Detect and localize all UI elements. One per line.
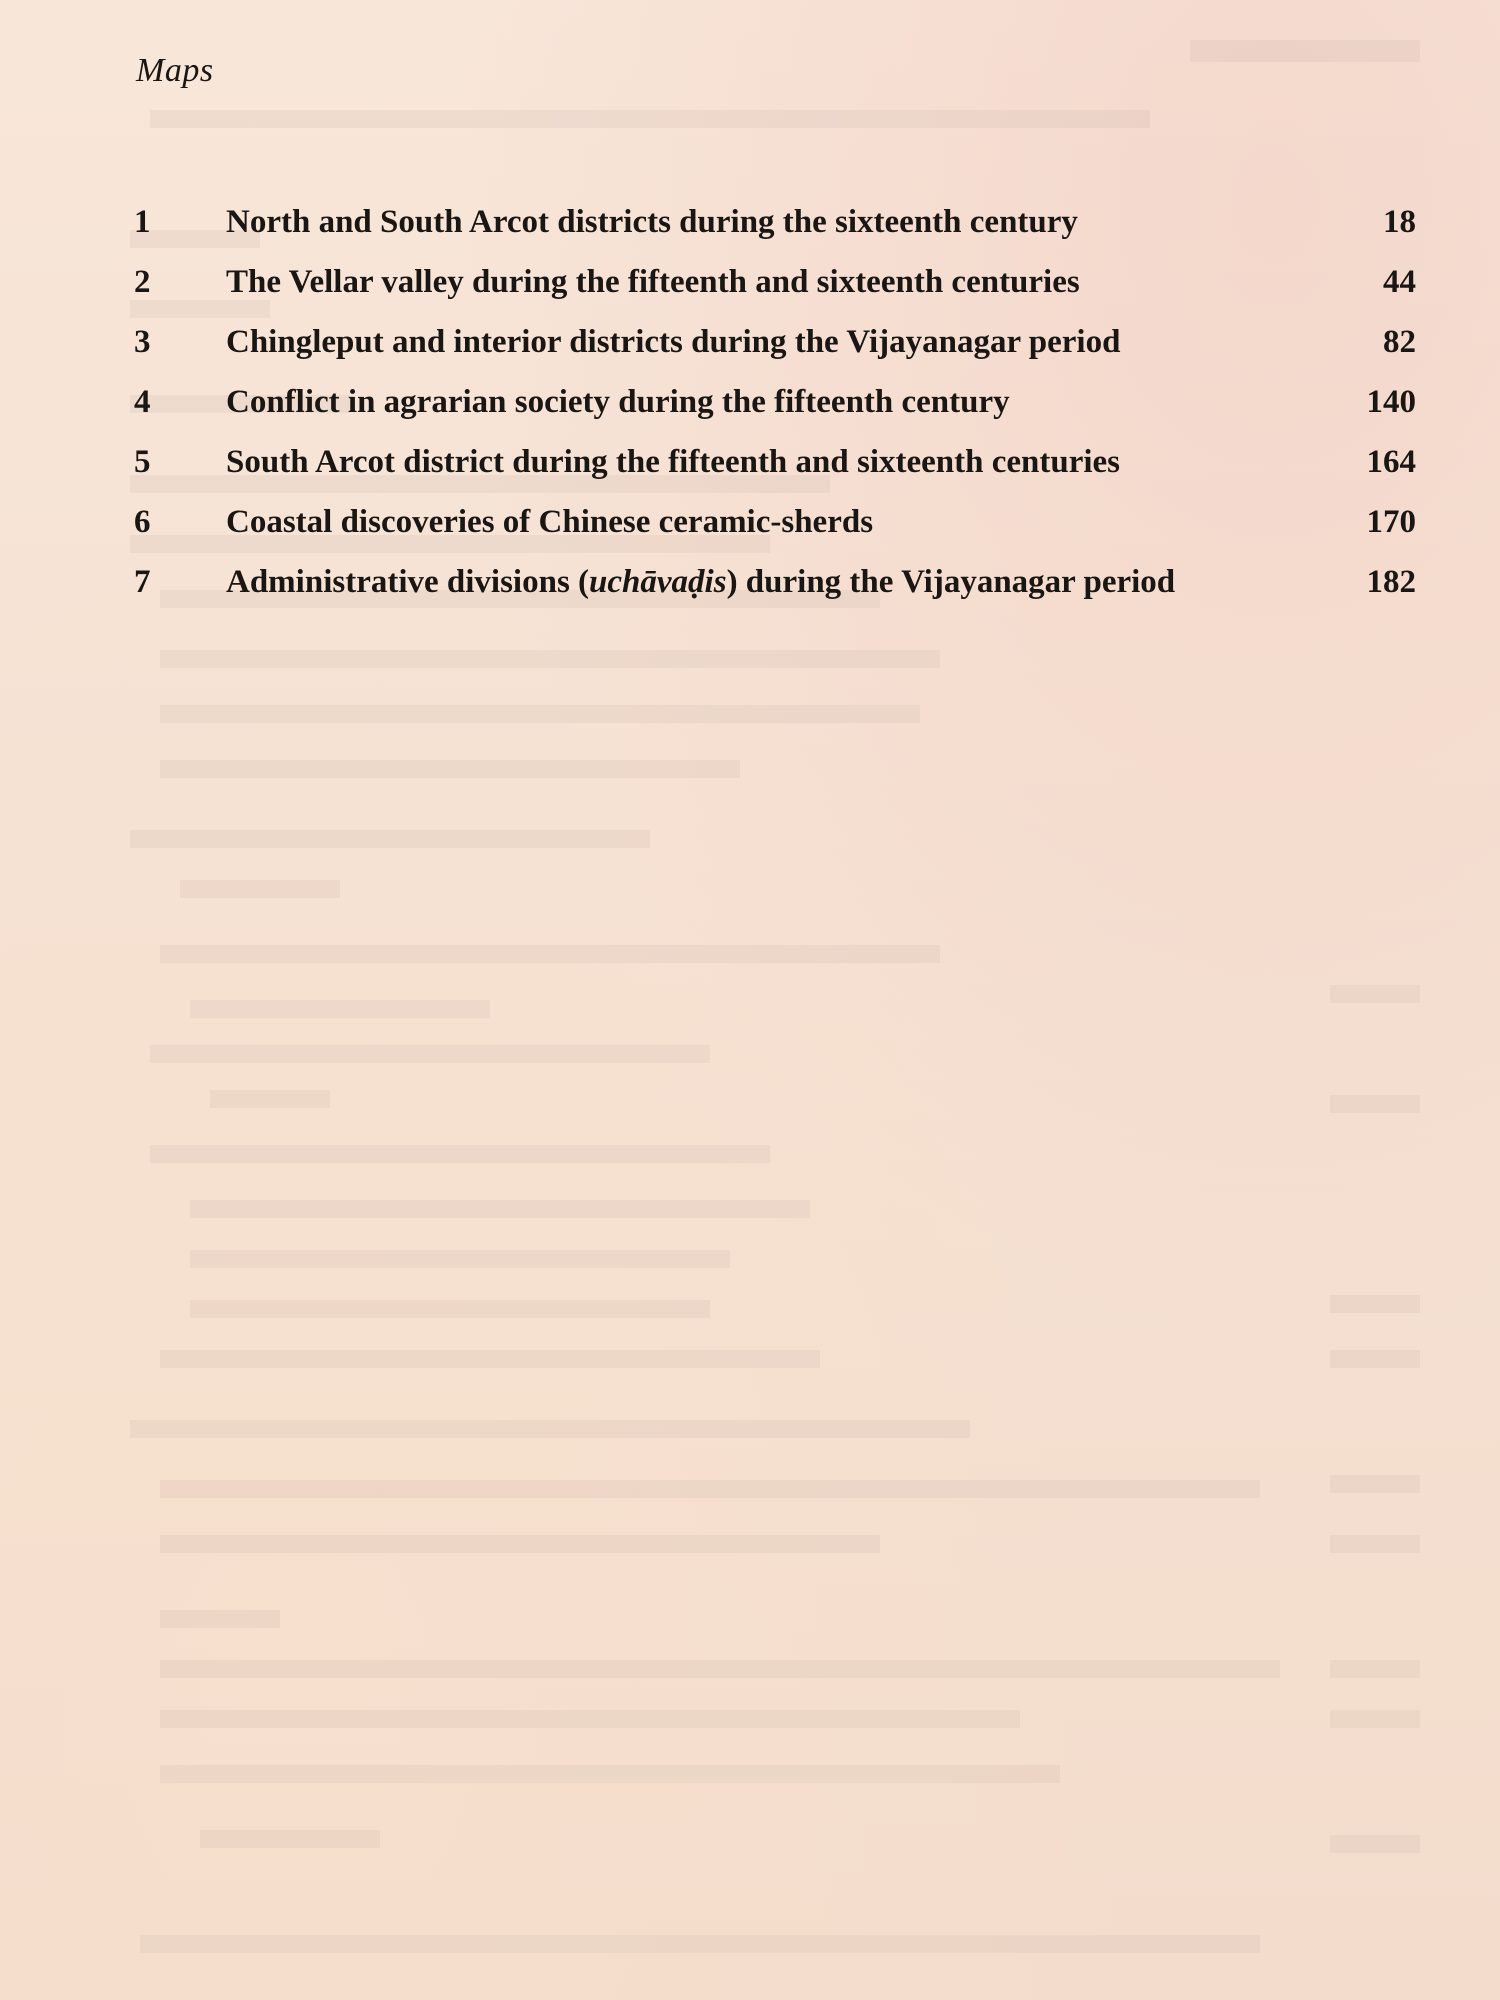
map-page-number: 164: [1366, 444, 1416, 480]
map-number: 6: [134, 504, 151, 540]
map-number: 7: [134, 564, 151, 600]
maps-heading: Maps: [136, 52, 214, 89]
map-page-number: 140: [1366, 384, 1416, 420]
map-number: 3: [134, 324, 151, 360]
map-title: South Arcot district during the fifteenth and sixteenth centuries: [226, 444, 1121, 480]
map-entry: [134, 256, 1416, 316]
map-title: The Vellar valley during the fifteenth and sixteenth centuries: [226, 264, 1080, 300]
map-page-number: 44: [1383, 264, 1416, 300]
map-number: 1: [134, 204, 151, 240]
map-entry: [134, 436, 1416, 496]
map-title: [226, 556, 1175, 608]
map-title: Chingleput and interior districts during the Vijayanagar period: [226, 324, 1121, 360]
map-entry: [134, 316, 1416, 376]
map-title-after: ) during the Vijayanagar period: [726, 564, 1176, 600]
map-page-number: 18: [1383, 204, 1416, 240]
map-title: North and South Arcot districts during the sixteenth century: [226, 204, 1078, 240]
maps-list: [134, 196, 1416, 616]
map-number: 2: [134, 264, 151, 300]
map-page-number: 170: [1366, 504, 1416, 540]
map-entry: [134, 376, 1416, 436]
map-entry: [134, 496, 1416, 556]
map-entry: [134, 556, 1416, 616]
map-page-number: 182: [1366, 564, 1416, 600]
map-page-number: 82: [1383, 324, 1416, 360]
map-title: Coastal discoveries of Chinese ceramic-sherds: [226, 504, 874, 540]
map-entry: [134, 196, 1416, 256]
map-title: Conflict in agrarian society during the fifteenth century: [226, 384, 1010, 420]
map-number: 4: [134, 384, 151, 420]
map-title-before: Administrative divisions (: [226, 564, 590, 600]
map-title-italic-term: uchāvaḍis: [589, 564, 727, 600]
map-number: 5: [134, 444, 151, 480]
